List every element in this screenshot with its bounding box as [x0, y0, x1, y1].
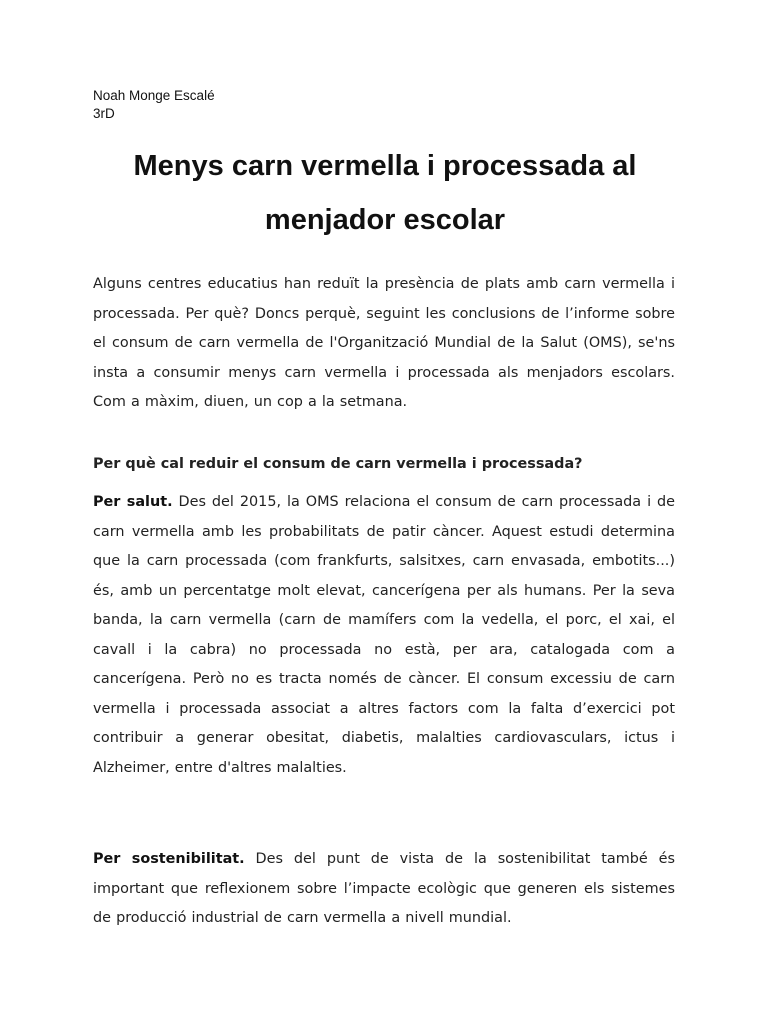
health-text: Des del 2015, la OMS relaciona el consum de carn processada i de carn vermella amb les probabilitats de patir càncer. Aquest estudi determina que la carn processada (com frankfurts, salsitxes, carn envasada, embotits...) és, amb un percentatge molt elevat, cancerígena per als humans. Per la seva banda, la carn vermella (carn de mamífers com la vedella, el porc, el xai, el cavall i la cabra) no processada no està, per ara, catalogada com a cancerígena. Però no es tracta només de càncer. El consum excessiu de carn vermella i processada associat a altres factors com la falta d’exercici pot contribuir a generar obesitat, diabetis, malalties cardiovasculars, ictus i Alzheimer, entre d'altres malalties. — [93, 494, 675, 776]
sustainability-paragraph — [93, 845, 675, 934]
sustainability-text: Des del punt de vista de la sostenibilitat també és important que reflexionem sobre l’impacte ecològic que generen els sistemes de producció industrial de carn vermella a nivell mundial. — [93, 851, 675, 926]
health-paragraph — [93, 488, 675, 783]
health-lead: Per salut. — [93, 494, 173, 510]
author-block — [93, 87, 215, 123]
section-heading: Per què cal reduir el consum de carn vermella i processada? — [93, 456, 583, 472]
sustainability-lead: Per sostenibilitat. — [93, 851, 245, 867]
document-title: Menys carn vermella i processada al menjador escolar — [133, 150, 637, 236]
intro-paragraph: Alguns centres educatius han reduït la presència de plats amb carn vermella i processada. Per què? Doncs perquè, seguint les conclusions de l’informe sobre el consum de carn vermella de l'Organització Mundial de la Salut (OMS), se'ns insta a consumir menys carn vermella i processada als menjadors escolars. Com a màxim, diuen, un cop a la setmana. — [93, 276, 675, 410]
author-class: 3rD — [93, 106, 115, 121]
author-name: Noah Monge Escalé — [93, 88, 215, 103]
